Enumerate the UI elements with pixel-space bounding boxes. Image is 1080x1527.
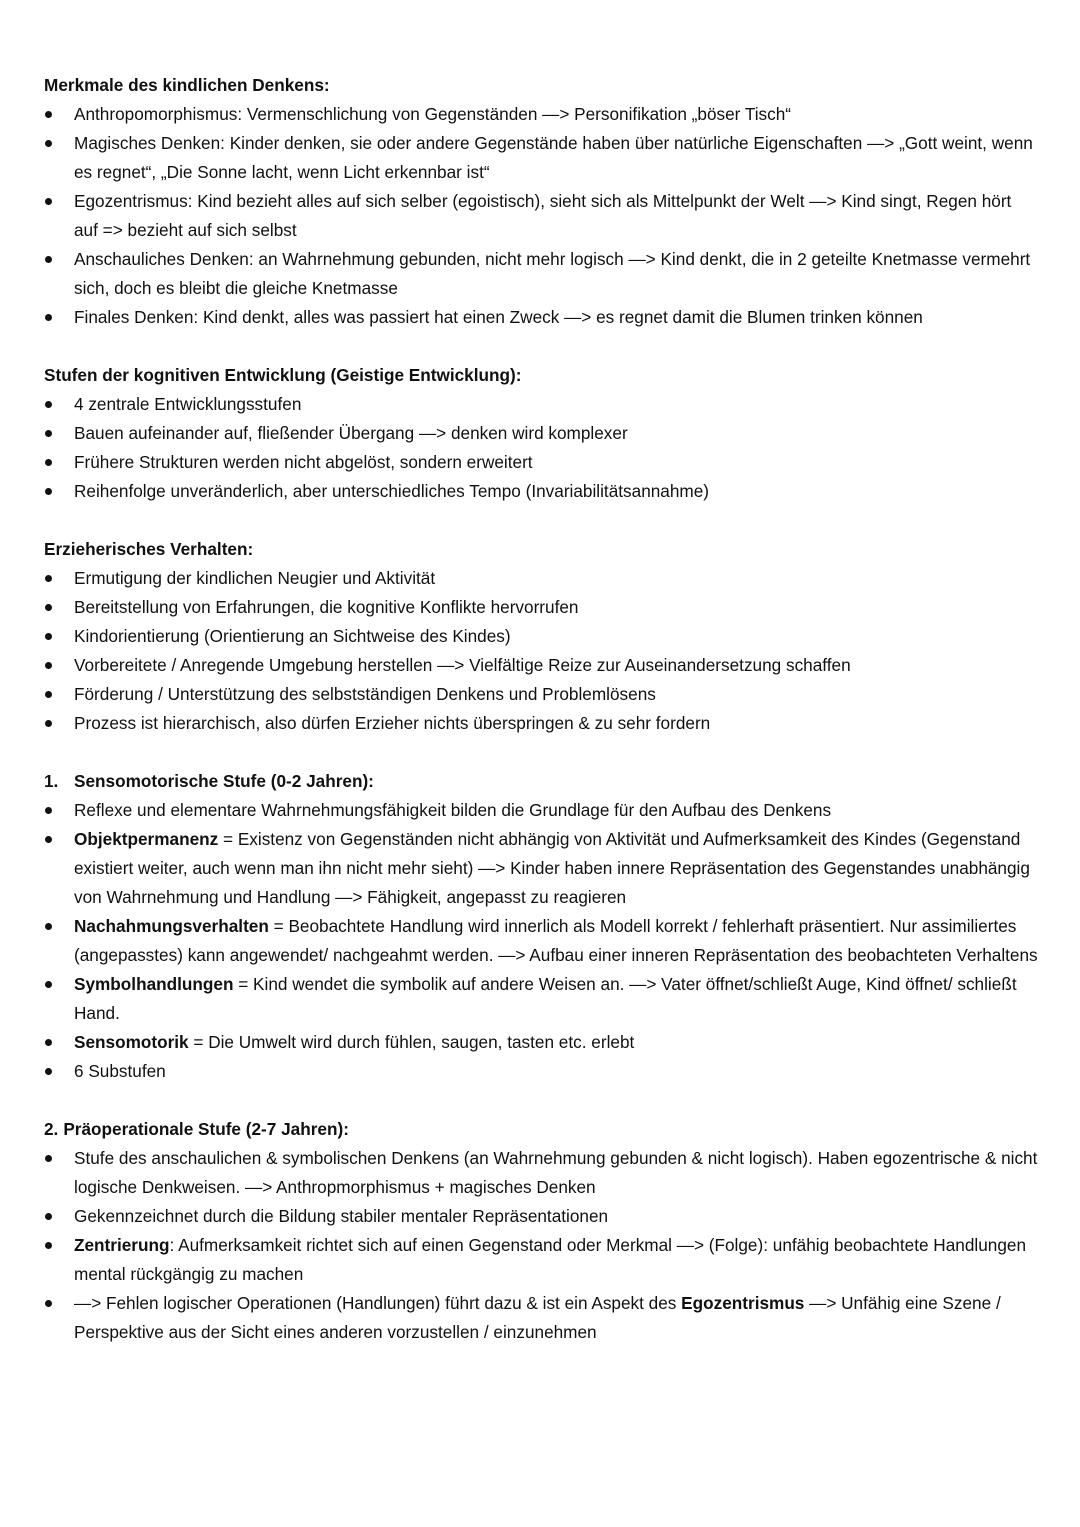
item-text-before: —> Fehlen logischer Operationen (Handlungen) führt dazu & ist ein Aspekt des <box>74 1293 682 1313</box>
section-heading <box>44 361 1039 390</box>
item-term: Symbolhandlungen <box>74 974 234 994</box>
list-item <box>44 680 1039 709</box>
list-item <box>44 970 1039 1028</box>
item-term: Zentrierung <box>74 1235 170 1255</box>
section <box>44 767 1039 1086</box>
section-heading <box>44 535 1039 564</box>
item-text: Kindorientierung (Orientierung an Sichtweise des Kindes) <box>74 626 511 646</box>
item-text: = Kind wendet die symbolik auf andere Weisen an. —> Vater öffnet/schließt Auge, Kind öffnet/ schließt Hand. <box>74 974 1017 1023</box>
list-item <box>44 912 1039 970</box>
list-item <box>44 825 1039 912</box>
bullet-list <box>44 390 1039 506</box>
list-item <box>44 100 1039 129</box>
list-item <box>44 564 1039 593</box>
item-text: Anthropomorphismus: Vermenschlichung von Gegenständen —> Personifikation „böser Tisch“ <box>74 104 791 124</box>
item-text: Bauen aufeinander auf, fließender Übergang —> denken wird komplexer <box>74 423 628 443</box>
item-text: = Beobachtete Handlung wird innerlich als Modell korrekt / fehlerhaft präsentiert. Nur assimiliertes (angepasstes) kann angewendet/ nachgeahmt werden. —> Aufbau einer inneren Repräsentation des beobachteten Verhaltens <box>74 916 1038 965</box>
item-text: Gekennzeichnet durch die Bildung stabiler mentaler Repräsentationen <box>74 1206 609 1226</box>
item-text: Ermutigung der kindlichen Neugier und Aktivität <box>74 568 436 588</box>
section-number: 2. <box>44 1119 59 1139</box>
item-term: Egozentrismus <box>681 1293 805 1313</box>
section-heading-text: Sensomotorische Stufe (0-2 Jahren): <box>74 771 374 791</box>
item-term: Nachahmungsverhalten <box>74 916 269 936</box>
item-text: Anschauliches Denken: an Wahrnehmung gebunden, nicht mehr logisch —> Kind denkt, die in 2 geteilte Knetmasse vermehrt sich, doch es bleibt die gleiche Knetmasse <box>74 249 1031 298</box>
list-item <box>44 419 1039 448</box>
bullet-list <box>44 564 1039 738</box>
list-item <box>44 1028 1039 1057</box>
list-item <box>44 593 1039 622</box>
item-text: Bereitstellung von Erfahrungen, die kognitive Konflikte hervorrufen <box>74 597 579 617</box>
list-item <box>44 245 1039 303</box>
item-text: 4 zentrale Entwicklungsstufen <box>74 394 302 414</box>
section-heading <box>44 767 1039 796</box>
section-heading-text: Präoperationale Stufe (2-7 Jahren): <box>63 1119 349 1139</box>
section <box>44 361 1039 506</box>
list-item <box>44 709 1039 738</box>
item-text: Vorbereitete / Anregende Umgebung herstellen —> Vielfältige Reize zur Auseinandersetzung schaffen <box>74 655 851 675</box>
bullet-list <box>44 100 1039 332</box>
item-text: : Aufmerksamkeit richtet sich auf einen Gegenstand oder Merkmal —> (Folge): unfähig beobachtete Handlungen mental rückgängig zu machen <box>74 1235 1027 1284</box>
item-text: Reflexe und elementare Wahrnehmungsfähigkeit bilden die Grundlage für den Aufbau des Denkens <box>74 800 832 820</box>
list-item <box>44 651 1039 680</box>
document <box>44 71 1039 1376</box>
section <box>44 71 1039 332</box>
section-heading-text: Merkmale des kindlichen Denkens: <box>44 75 330 95</box>
section-heading-text: Erzieherisches Verhalten: <box>44 539 254 559</box>
item-text: Förderung / Unterstützung des selbstständigen Denkens und Problemlösens <box>74 684 656 704</box>
list-item <box>44 129 1039 187</box>
bullet-list <box>44 1144 1039 1347</box>
list-item <box>44 1231 1039 1289</box>
item-text: 6 Substufen <box>74 1061 166 1081</box>
item-text: Reihenfolge unveränderlich, aber unterschiedliches Tempo (Invariabilitätsannahme) <box>74 481 710 501</box>
list-item <box>44 448 1039 477</box>
item-text: = Die Umwelt wird durch fühlen, saugen, tasten etc. erlebt <box>188 1032 635 1052</box>
list-item <box>44 187 1039 245</box>
section-heading-text: Stufen der kognitiven Entwicklung (Geistige Entwicklung): <box>44 365 522 385</box>
item-text: = Existenz von Gegenständen nicht abhängig von Aktivität und Aufmerksamkeit des Kindes (Gegenstand existiert weiter, auch wenn man ihn nicht mehr sieht) —> Kinder haben innere Repräsentation des Gegenstandes unabhängig von Wahrnehmung und Handlung —> Fähigkeit, angepasst zu reagieren <box>74 829 1030 907</box>
item-term: Objektpermanenz <box>74 829 219 849</box>
list-item <box>44 303 1039 332</box>
section-heading <box>44 71 1039 100</box>
list-item <box>44 1202 1039 1231</box>
list-item <box>44 1144 1039 1202</box>
section <box>44 535 1039 738</box>
section-number: 1. <box>44 771 59 791</box>
item-text: Frühere Strukturen werden nicht abgelöst, sondern erweitert <box>74 452 533 472</box>
section <box>44 1115 1039 1347</box>
list-item <box>44 1057 1039 1086</box>
item-text: Prozess ist hierarchisch, also dürfen Erzieher nichts überspringen & zu sehr fordern <box>74 713 711 733</box>
item-text: Stufe des anschaulichen & symbolischen Denkens (an Wahrnehmung gebunden & nicht logisch). Haben egozentrische & nicht logische Denkweisen. —> Anthropmorphismus + magisches Denken <box>74 1148 1038 1197</box>
bullet-list <box>44 796 1039 1086</box>
list-item <box>44 1289 1039 1347</box>
section-heading <box>44 1115 1039 1144</box>
item-text: Egozentrismus: Kind bezieht alles auf sich selber (egoistisch), sieht sich als Mittelpunkt der Welt —> Kind singt, Regen hört auf => bezieht auf sich selbst <box>74 191 1012 240</box>
list-item <box>44 796 1039 825</box>
list-item <box>44 390 1039 419</box>
item-text: Finales Denken: Kind denkt, alles was passiert hat einen Zweck —> es regnet damit die Blumen trinken können <box>74 307 923 327</box>
item-text: Magisches Denken: Kinder denken, sie oder andere Gegenstände haben über natürliche Eigenschaften —> „Gott weint, wenn es regnet“, „Die Sonne lacht, wenn Licht erkennbar ist“ <box>74 133 1033 182</box>
list-item <box>44 622 1039 651</box>
list-item <box>44 477 1039 506</box>
item-term: Sensomotorik <box>74 1032 189 1052</box>
item-text: —> Unfähig eine Szene / Perspektive aus der Sicht eines anderen vorzustellen / einzunehmen <box>74 1293 1001 1342</box>
